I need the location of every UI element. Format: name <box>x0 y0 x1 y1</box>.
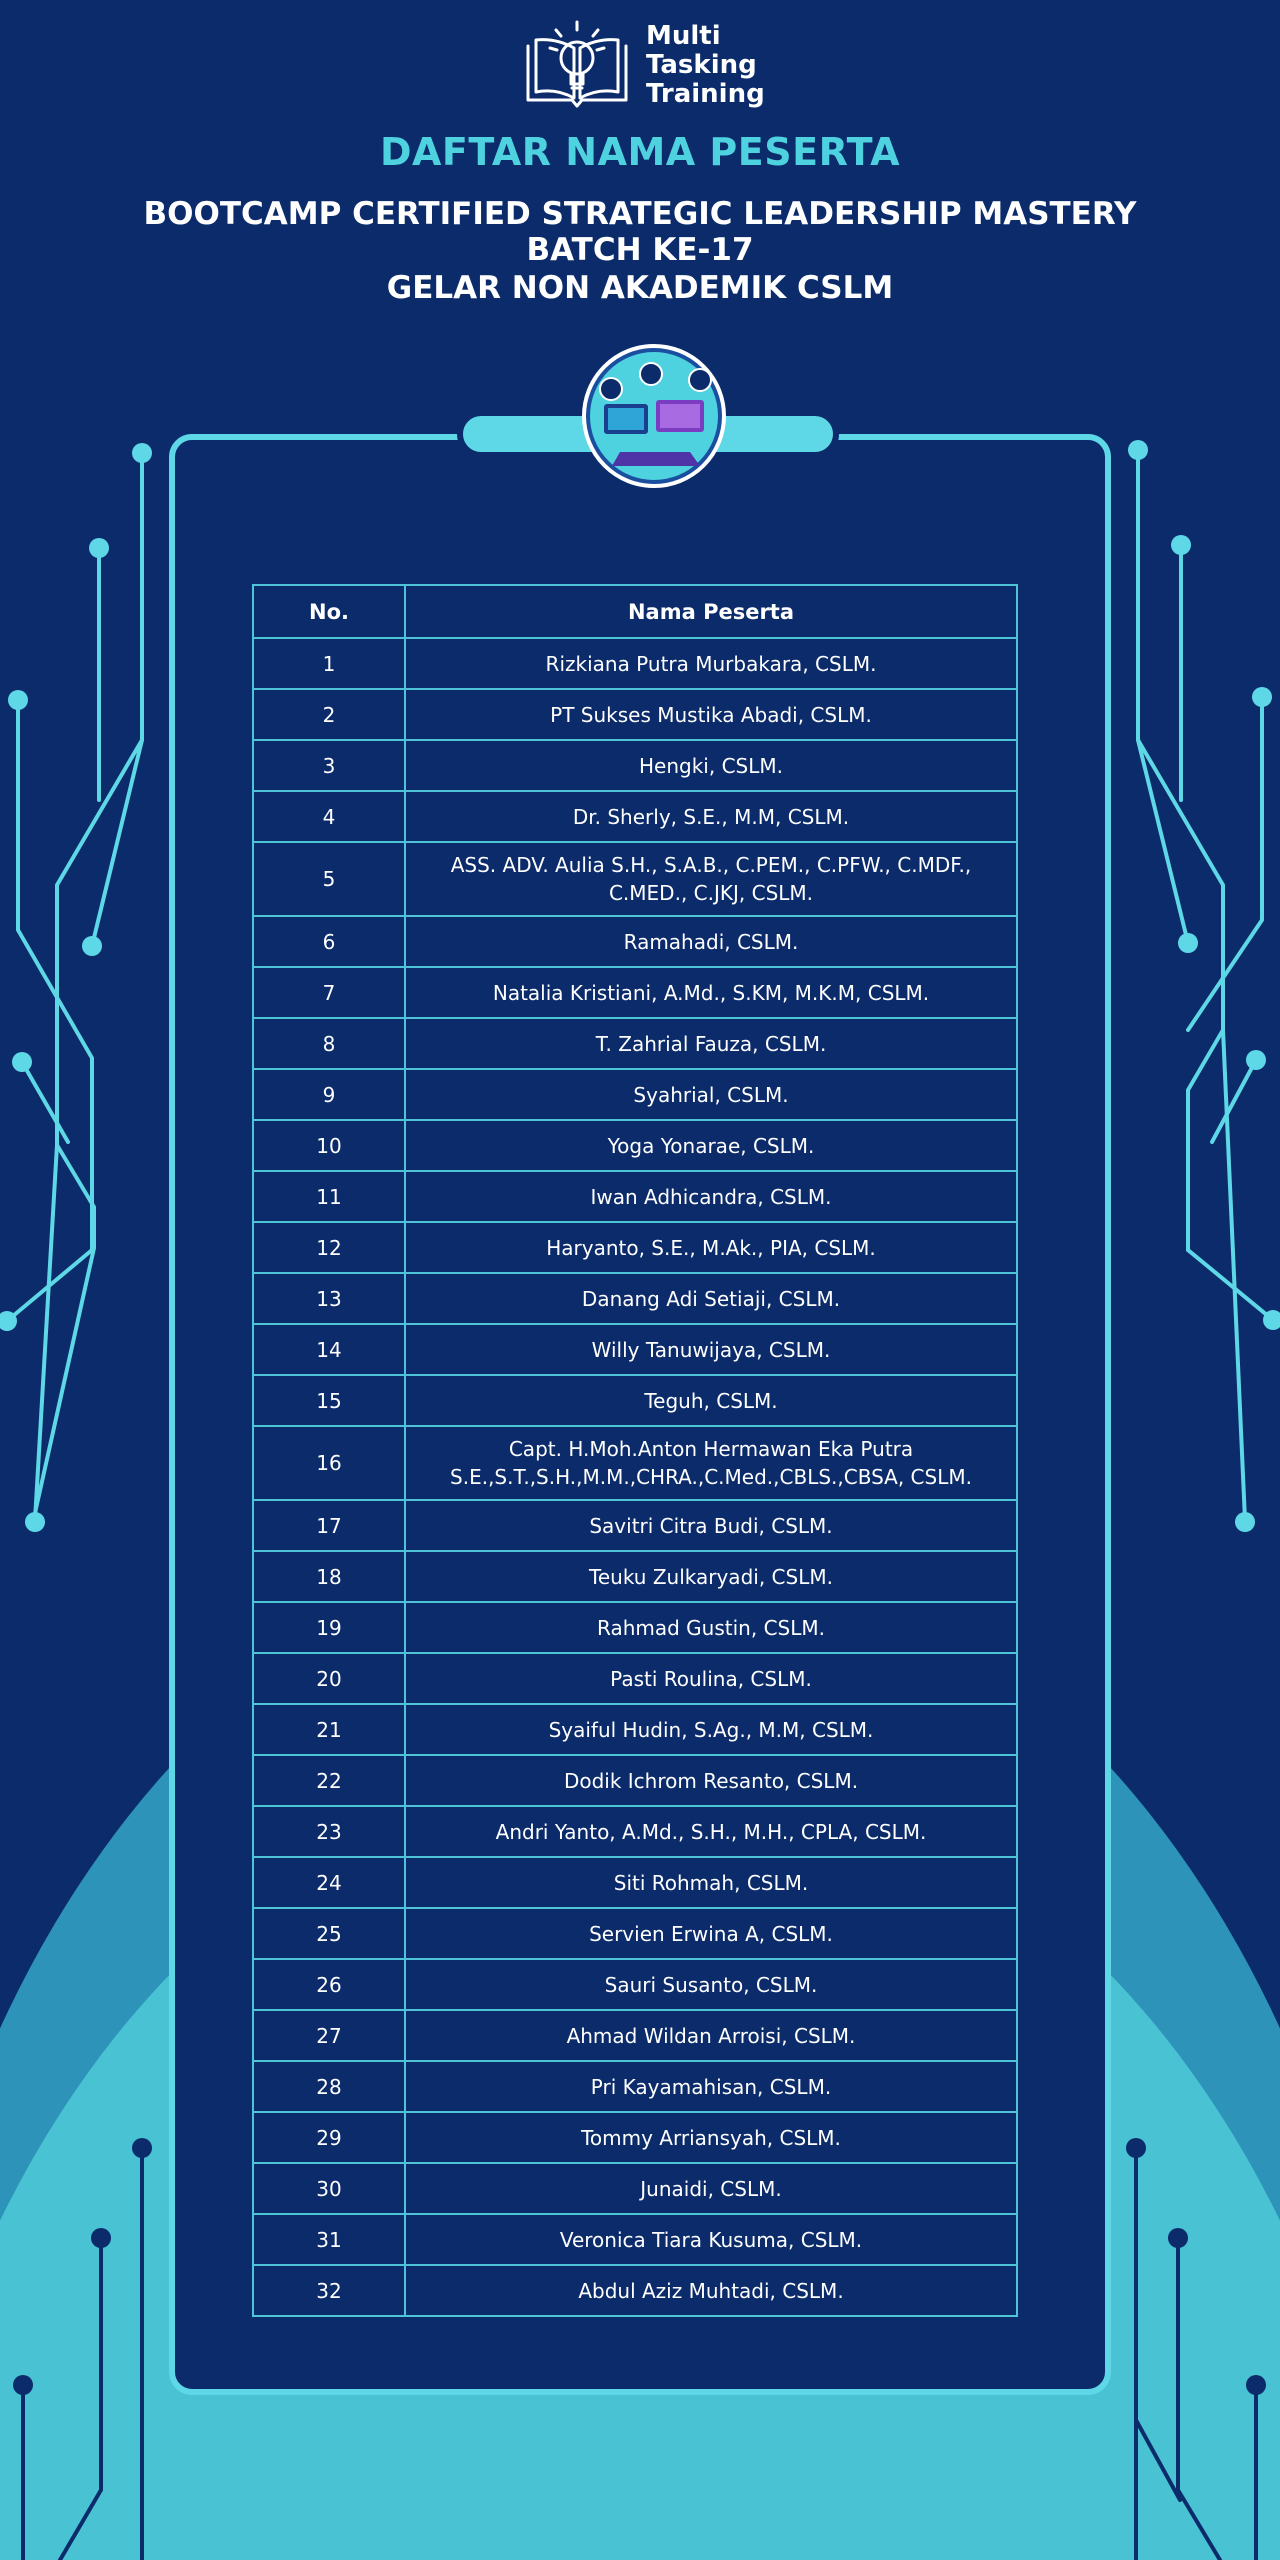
table-row <box>253 1018 1017 1069</box>
brand-logo <box>522 18 765 112</box>
table-row <box>253 842 1017 916</box>
row-number: 17 <box>253 1500 405 1551</box>
participant-name: Pasti Roulina, CSLM. <box>405 1653 1017 1704</box>
row-number: 21 <box>253 1704 405 1755</box>
row-number: 11 <box>253 1171 405 1222</box>
brand-line-2: Tasking <box>646 49 757 80</box>
participant-name: Servien Erwina A, CSLM. <box>405 1908 1017 1959</box>
participant-name: Ahmad Wildan Arroisi, CSLM. <box>405 2010 1017 2061</box>
row-number: 25 <box>253 1908 405 1959</box>
table-row <box>253 740 1017 791</box>
participant-name: Capt. H.Moh.Anton Hermawan Eka Putra S.E.,S.T.,S.H.,M.M.,CHRA.,C.Med.,CBLS.,CBSA, CSLM. <box>405 1426 1017 1500</box>
table-row <box>253 1653 1017 1704</box>
brand-line-3: Training <box>646 78 765 109</box>
table-row <box>253 1704 1017 1755</box>
open-book-lightbulb-icon <box>522 18 632 112</box>
table-row <box>253 638 1017 689</box>
table-row <box>253 916 1017 967</box>
table-row <box>253 2061 1017 2112</box>
digital-devices-emblem-icon <box>584 346 724 486</box>
participant-name: Teguh, CSLM. <box>405 1375 1017 1426</box>
table-row <box>253 1755 1017 1806</box>
participant-name: Ramahadi, CSLM. <box>405 916 1017 967</box>
table-row <box>253 1551 1017 1602</box>
participant-name: Danang Adi Setiaji, CSLM. <box>405 1273 1017 1324</box>
row-number: 5 <box>253 842 405 916</box>
table-row <box>253 1959 1017 2010</box>
participant-name: Syahrial, CSLM. <box>405 1069 1017 1120</box>
row-number: 10 <box>253 1120 405 1171</box>
table-row <box>253 1324 1017 1375</box>
participant-name: Natalia Kristiani, A.Md., S.KM, M.K.M, CSLM. <box>405 967 1017 1018</box>
participant-name: Veronica Tiara Kusuma, CSLM. <box>405 2214 1017 2265</box>
participant-name: Tommy Arriansyah, CSLM. <box>405 2112 1017 2163</box>
table-row <box>253 2112 1017 2163</box>
table-row <box>253 2010 1017 2061</box>
participant-name: ASS. ADV. Aulia S.H., S.A.B., C.PEM., C.PFW., C.MDF., C.MED., C.JKJ, CSLM. <box>405 842 1017 916</box>
participant-name: Hengki, CSLM. <box>405 740 1017 791</box>
row-number: 18 <box>253 1551 405 1602</box>
row-number: 29 <box>253 2112 405 2163</box>
table-row <box>253 1857 1017 1908</box>
participant-name: Dr. Sherly, S.E., M.M, CSLM. <box>405 791 1017 842</box>
row-number: 22 <box>253 1755 405 1806</box>
participant-name: Haryanto, S.E., M.Ak., PIA, CSLM. <box>405 1222 1017 1273</box>
participant-name: Rizkiana Putra Murbakara, CSLM. <box>405 638 1017 689</box>
participant-name: T. Zahrial Fauza, CSLM. <box>405 1018 1017 1069</box>
row-number: 16 <box>253 1426 405 1500</box>
participant-name: Siti Rohmah, CSLM. <box>405 1857 1017 1908</box>
participant-table <box>252 584 1018 2317</box>
table-row <box>253 1806 1017 1857</box>
table-row <box>253 2214 1017 2265</box>
table-row <box>253 1069 1017 1120</box>
participant-name: PT Sukses Mustika Abadi, CSLM. <box>405 689 1017 740</box>
row-number: 7 <box>253 967 405 1018</box>
table-row <box>253 1908 1017 1959</box>
participant-name: Iwan Adhicandra, CSLM. <box>405 1171 1017 1222</box>
row-number: 8 <box>253 1018 405 1069</box>
row-number: 3 <box>253 740 405 791</box>
participant-name: Rahmad Gustin, CSLM. <box>405 1602 1017 1653</box>
row-number: 28 <box>253 2061 405 2112</box>
participant-name: Yoga Yonarae, CSLM. <box>405 1120 1017 1171</box>
participant-name: Syaiful Hudin, S.Ag., M.M, CSLM. <box>405 1704 1017 1755</box>
table-row <box>253 1500 1017 1551</box>
participant-name: Pri Kayamahisan, CSLM. <box>405 2061 1017 2112</box>
table-row <box>253 1273 1017 1324</box>
table-row <box>253 1602 1017 1653</box>
row-number: 14 <box>253 1324 405 1375</box>
row-number: 2 <box>253 689 405 740</box>
row-number: 20 <box>253 1653 405 1704</box>
row-number: 30 <box>253 2163 405 2214</box>
row-number: 23 <box>253 1806 405 1857</box>
column-header-number: No. <box>253 585 405 638</box>
brand-line-1: Multi <box>646 20 721 51</box>
row-number: 9 <box>253 1069 405 1120</box>
table-row <box>253 1171 1017 1222</box>
table-row <box>253 1120 1017 1171</box>
row-number: 12 <box>253 1222 405 1273</box>
table-row <box>253 2163 1017 2214</box>
row-number: 1 <box>253 638 405 689</box>
participant-name: Sauri Susanto, CSLM. <box>405 1959 1017 2010</box>
row-number: 4 <box>253 791 405 842</box>
participant-name: Willy Tanuwijaya, CSLM. <box>405 1324 1017 1375</box>
row-number: 15 <box>253 1375 405 1426</box>
table-row <box>253 1375 1017 1426</box>
participant-name: Abdul Aziz Muhtadi, CSLM. <box>405 2265 1017 2316</box>
degree-title: GELAR NON AKADEMIK CSLM <box>386 270 894 306</box>
column-header-name: Nama Peserta <box>405 585 1017 638</box>
row-number: 31 <box>253 2214 405 2265</box>
participant-name: Andri Yanto, A.Md., S.H., M.H., CPLA, CSLM. <box>405 1806 1017 1857</box>
participant-name: Teuku Zulkaryadi, CSLM. <box>405 1551 1017 1602</box>
table-row <box>253 689 1017 740</box>
program-name-line-1: BOOTCAMP CERTIFIED STRATEGIC LEADERSHIP MASTERY <box>143 196 1137 232</box>
participant-name: Junaidi, CSLM. <box>405 2163 1017 2214</box>
table-row <box>253 1426 1017 1500</box>
table-header-row <box>253 585 1017 638</box>
row-number: 24 <box>253 1857 405 1908</box>
row-number: 32 <box>253 2265 405 2316</box>
participant-name: Savitri Citra Budi, CSLM. <box>405 1500 1017 1551</box>
brand-name <box>646 22 765 109</box>
program-name-line-2: BATCH KE-17 <box>526 232 754 268</box>
table-row <box>253 791 1017 842</box>
participant-name: Dodik Ichrom Resanto, CSLM. <box>405 1755 1017 1806</box>
table-row <box>253 1222 1017 1273</box>
row-number: 27 <box>253 2010 405 2061</box>
program-name <box>0 196 1280 268</box>
table-row <box>253 967 1017 1018</box>
row-number: 13 <box>253 1273 405 1324</box>
row-number: 26 <box>253 1959 405 2010</box>
page-title: DAFTAR NAMA PESERTA <box>379 130 900 174</box>
row-number: 19 <box>253 1602 405 1653</box>
table-row <box>253 2265 1017 2316</box>
row-number: 6 <box>253 916 405 967</box>
